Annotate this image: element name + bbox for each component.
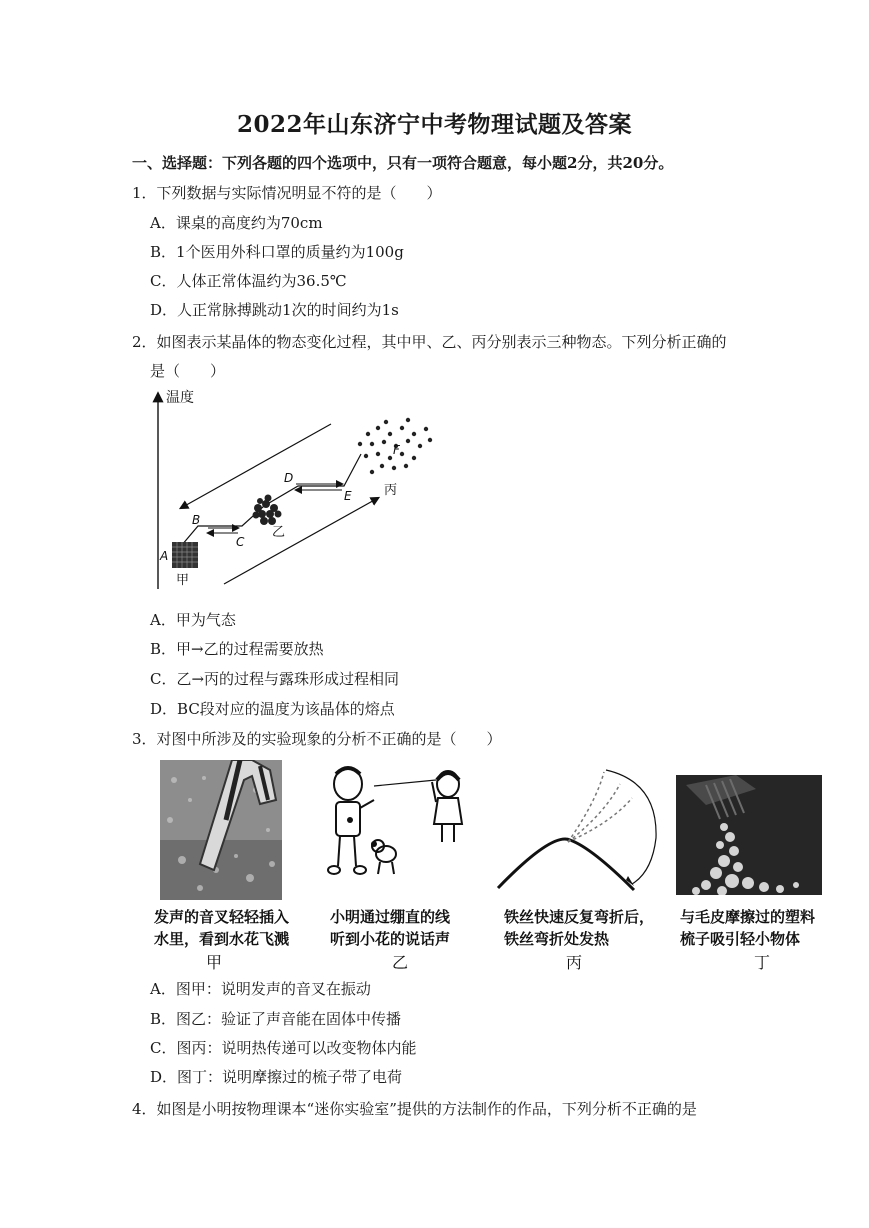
question-3-option-c: C．图丙：说明热传递可以改变物体内能 <box>150 1039 417 1057</box>
bent-wire-drawing <box>492 762 664 894</box>
figure-yi-caption-2: 听到小花的说话声 <box>330 930 451 948</box>
question-1-option-b: B．1个医用外科口罩的质量约为100g <box>150 243 404 261</box>
figure-yi-caption-1: 小明通过绷直的线 <box>330 908 451 926</box>
charged-comb-photo <box>676 775 822 895</box>
cooling-arrow <box>181 424 331 508</box>
question-2-option-b: B．甲→乙的过程需要放热 <box>150 640 324 658</box>
axis-label: 温度 <box>166 390 194 406</box>
question-3-option-b: B．图乙：验证了声音能在固体中传播 <box>150 1010 402 1028</box>
phase-change-diagram <box>146 384 446 594</box>
string-telephone-drawing <box>320 762 470 902</box>
figure-bing-caption-1: 铁丝快速反复弯折后， <box>504 908 655 926</box>
figure-ding-caption-2: 梳子吸引轻小物体 <box>680 930 801 948</box>
point-label-b: B <box>192 513 201 527</box>
question-2-option-c: C．乙→丙的过程与露珠形成过程相同 <box>150 670 400 688</box>
state-label-gas: 丙 <box>384 483 398 498</box>
point-label-f: F <box>393 443 400 457</box>
page-title: 2022年山东济宁中考物理试题及答案 <box>236 111 632 138</box>
figure-jia-caption-2: 水里，看到水花飞溅 <box>154 930 290 948</box>
figure-yi-label: 乙 <box>392 953 409 972</box>
question-2-option-a: A．甲为气态 <box>150 611 236 629</box>
section-heading: 一、选择题：下列各题的四个选项中，只有一项符合题意，每小题2分，共20分。 <box>132 154 674 172</box>
solid-lattice-icon <box>172 542 198 568</box>
point-label-a: A <box>160 549 169 563</box>
question-4-stem: 4．如图是小明按物理课本“迷你实验室”提供的方法制作的作品，下列分析不正确的是 <box>132 1100 697 1118</box>
question-3-option-a: A．图甲：说明发声的音叉在振动 <box>150 980 371 998</box>
point-label-e: E <box>344 489 352 503</box>
figure-jia-caption-1: 发声的音叉轻轻插入 <box>154 908 290 926</box>
figure-bing-label: 丙 <box>566 953 583 972</box>
figure-ding-caption-1: 与毛皮摩擦过的塑料 <box>680 908 816 926</box>
question-1-option-c: C．人体正常体温约为36.5℃ <box>150 272 347 290</box>
point-label-d: D <box>284 471 294 485</box>
question-1-option-d: D．人正常脉搏跳动1次的时间约为1s <box>150 301 399 319</box>
state-label-liquid: 乙 <box>272 525 286 540</box>
figure-bing-caption-2: 铁丝弯折处发热 <box>504 930 610 948</box>
question-3-stem: 3．对图中所涉及的实验现象的分析不正确的是（ ） <box>132 730 502 748</box>
figure-ding-label: 丁 <box>754 953 771 972</box>
state-label-solid: 甲 <box>176 573 190 588</box>
heating-arrow <box>224 498 378 584</box>
question-2-stem: 2．如图表示某晶体的物态变化过程，其中甲、乙、丙分别表示三种物态。下列分析正确的 <box>132 333 727 351</box>
tuning-fork-photo <box>160 760 282 900</box>
point-label-c: C <box>236 535 245 549</box>
liquid-cluster-icon <box>253 495 282 526</box>
figure-jia-label: 甲 <box>206 953 223 972</box>
question-2-stem-continued: 是（ ） <box>150 362 226 380</box>
question-2-option-d: D．BC段对应的温度为该晶体的熔点 <box>150 700 395 718</box>
question-1-stem: 1．下列数据与实际情况明显不符的是（ ） <box>132 184 442 202</box>
question-3-option-d: D．图丁：说明摩擦过的梳子带了电荷 <box>150 1068 403 1086</box>
question-1-option-a: A．课桌的高度约为70cm <box>150 214 323 232</box>
